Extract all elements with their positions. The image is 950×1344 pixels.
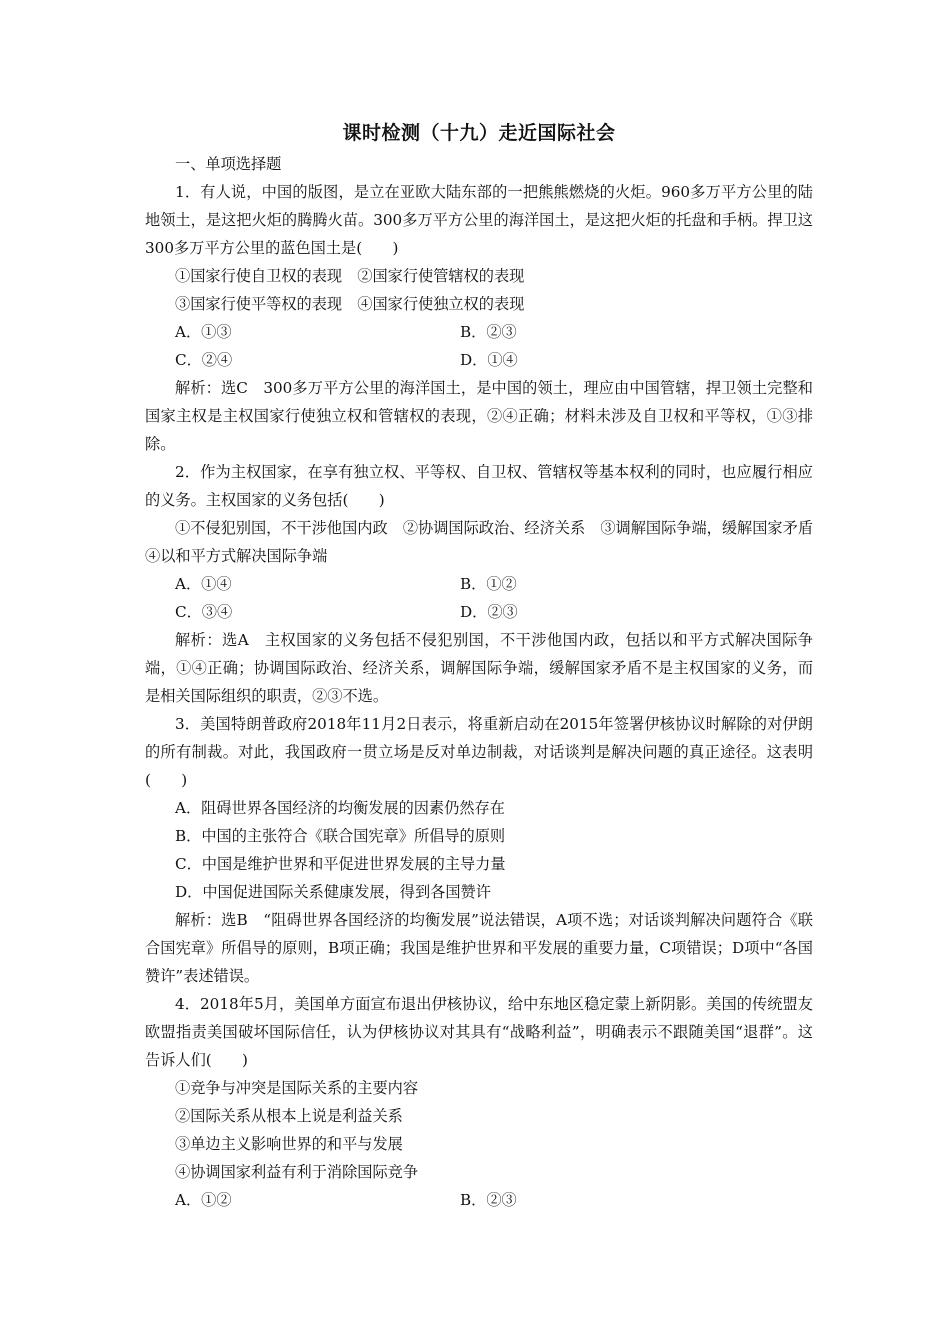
analysis-text: 解析：选B “阻碍世界各国经济的均衡发展”说法错误，A项不选；对话谈判解决问题符合《联合国宪章》所倡导的原则，B项正确；我国是维护世界和平发展的重要力量，C项错误；D项中“各国赞许”表述错误。 (145, 911, 813, 985)
section-heading: 一、单项选择题 (175, 155, 282, 173)
statement-line: ①不侵犯别国，不干涉他国内政 ②协调国际政治、经济关系 ③调解国际争端，缓解国家矛盾 ④以和平方式解决国际争端 (145, 519, 829, 565)
page-title: 课时检测（十九）走近国际社会 (342, 122, 616, 144)
choice-c: C．②④ (175, 351, 233, 369)
choice-d: D．②③ (460, 603, 518, 621)
choice-d: D．中国促进国际关系健康发展，得到各国赞许 (175, 883, 491, 901)
question-stem: 1．有人说，中国的版图，是立在亚欧大陆东部的一把熊熊燃烧的火炬。960多万平方公里的陆地领土，是这把火炬的腾腾火苗。300多万平方公里的海洋国土，是这把火炬的托盘和手柄。捍卫这300多万平方公里的蓝色国土是( ) (145, 183, 813, 257)
analysis-text: 解析：选A 主权国家的义务包括不侵犯别国，不干涉他国内政，包括以和平方式解决国际争端，①④正确；协调国际政治、经济关系，调解国际争端，缓解国家矛盾不是主权国家的义务，而是相关国际组织的职责，②③不选。 (145, 631, 813, 705)
choice-a: A．①④ (175, 575, 232, 593)
statement-line: ③国家行使平等权的表现 ④国家行使独立权的表现 (175, 295, 525, 313)
choice-b: B．①② (460, 575, 517, 593)
choice-c: C．中国是维护世界和平促进世界发展的主导力量 (175, 855, 506, 873)
question-3 (145, 710, 813, 990)
document-page (145, 118, 829, 1214)
choice-row (145, 598, 813, 626)
statement-line: ①竞争与冲突是国际关系的主要内容 (175, 1079, 418, 1097)
choice-a: A．阻碍世界各国经济的均衡发展的因素仍然存在 (175, 799, 505, 817)
choice-row (145, 570, 813, 598)
choice-b: B．②③ (460, 1191, 517, 1209)
question-stem: 4．2018年5月，美国单方面宣布退出伊核协议，给中东地区稳定蒙上新阴影。美国的传统盟友欧盟指责美国破坏国际信任，认为伊核协议对其具有“战略利益”，明确表示不跟随美国“退群”。这告诉人们( ) (145, 995, 813, 1069)
statement-line: ③单边主义影响世界的和平与发展 (175, 1135, 403, 1153)
choice-row (145, 318, 813, 346)
choice-d: D．①④ (460, 351, 518, 369)
choice-b: B．中国的主张符合《联合国宪章》所倡导的原则 (175, 827, 506, 845)
analysis-text: 解析：选C 300多万平方公里的海洋国土，是中国的领土，理应由中国管辖，捍卫领土完整和国家主权是主权国家行使独立权和管辖权的表现，②④正确；材料未涉及自卫权和平等权，①③排除。 (145, 379, 813, 453)
choice-row (145, 346, 813, 374)
question-4 (145, 990, 813, 1214)
question-stem: 2．作为主权国家，在享有独立权、平等权、自卫权、管辖权等基本权利的同时，也应履行相应的义务。主权国家的义务包括( ) (145, 463, 813, 509)
question-2 (145, 458, 829, 710)
statement-line: ①国家行使自卫权的表现 ②国家行使管辖权的表现 (175, 267, 525, 285)
statement-line: ④协调国家利益有利于消除国际竞争 (175, 1163, 418, 1181)
question-1 (145, 178, 813, 458)
choice-row (145, 1186, 813, 1214)
question-stem: 3．美国特朗普政府2018年11月2日表示，将重新启动在2015年签署伊核协议时解除的对伊朗的所有制裁。对此，我国政府一贯立场是反对单边制裁，对话谈判是解决问题的真正途径。这表明( ) (145, 715, 813, 789)
choice-a: A．①② (175, 1191, 232, 1209)
choice-b: B．②③ (460, 323, 517, 341)
statement-line: ②国际关系从根本上说是利益关系 (175, 1107, 403, 1125)
choice-c: C．③④ (175, 603, 233, 621)
choice-a: A．①③ (175, 323, 232, 341)
